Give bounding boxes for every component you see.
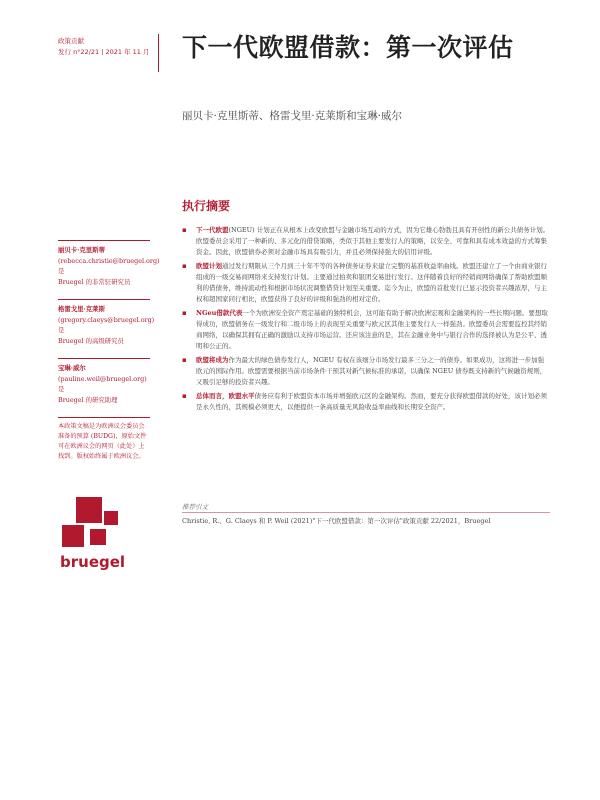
bullet-lead: 下一代欧盟 bbox=[196, 226, 229, 234]
bullet-text: 债务应有利于欧盟资本市场并增强欧元区的金融架构。然而，要充分获得欧盟借款的好处，该计划必须是永久性的，其规模必须更大，以便提供一条高质量无风险收益率曲线和长期安全资产。 bbox=[196, 392, 547, 411]
author-bio bbox=[58, 240, 160, 287]
author-name: 宝琳·威尔 bbox=[58, 364, 86, 372]
author-name: 格雷戈里·克莱斯 bbox=[58, 305, 105, 313]
author-email[interactable]: (pauline.weil@bruegel.org) 是 bbox=[58, 374, 147, 393]
bullet-text: 作为最大的绿色债券发行人，NGEU 有权在该细分市场发行最多三分之一的债券。如果成功，这将进一步加强欧元的国际作用。欧盟需要根据当前市场条件干预其对新气候标准的承诺，以确保 NGEU 债券既支持新的气候融资规则，又吸引足够的投资者兴趣。 bbox=[196, 356, 547, 386]
section-heading: 执行摘要 bbox=[182, 199, 231, 213]
author-email[interactable]: (gregory.claeys@bruegel.org) 是 bbox=[58, 315, 155, 334]
bullet-lead: 欧盟计划 bbox=[196, 262, 222, 270]
logo-square bbox=[76, 497, 102, 523]
summary-bullet bbox=[182, 261, 550, 305]
author-bio bbox=[58, 299, 155, 346]
series-label: 政策贡献 bbox=[58, 37, 84, 45]
issue-label: 发行 n°22/21 | 2021 年 11 月 bbox=[58, 48, 150, 56]
recommended-citation-label: 推荐引文 bbox=[182, 503, 208, 511]
author-role: Bruegel 的非常驻研究员 bbox=[58, 277, 131, 286]
summary-bullet bbox=[182, 355, 550, 388]
summary-bullet bbox=[182, 391, 550, 413]
summary-list bbox=[182, 225, 550, 416]
bullet-icon: ▪ bbox=[182, 262, 187, 270]
summary-bullet bbox=[182, 225, 550, 258]
bullet-text: (NGEU) 计划正在从根本上改变欧盟与金融市场互动的方式，因为它雄心勃勃且具有开创性的新公共债务计划。欧盟委员会采用了一种新的、多元化的借贷策略，类似于其他主要发行人的策略，以安全、可靠和具有成本效益的方式筹集资金。因此，欧盟债券必须对金融市场具有吸引力，并且必须保持强大的信用评级。 bbox=[196, 226, 550, 256]
series-info bbox=[58, 36, 150, 58]
author-bio bbox=[58, 358, 150, 405]
bullet-icon: ▪ bbox=[182, 226, 187, 234]
disclaimer-note: 本政策文稿是为欧洲议会委员会准备的预算 (BUDG)，原始文件可在欧洲议会的网页（此处）上找到。版权始终属于欧洲议会。 bbox=[58, 417, 150, 462]
logo-square bbox=[90, 529, 106, 545]
bullet-icon: ▪ bbox=[182, 392, 187, 400]
bullet-lead: NGeu借款代表 bbox=[196, 309, 243, 317]
bullet-text: 一个为欧洲安全资产奠定基础的独特机会，这可能有助于解决欧洲宏观和金融架构的一些长期问题。要想取得成功，欧盟债务在一级发行和二级市场上的表现至关重要与欧元区其他主要发行人一样强劲。欧盟委员会需要监控其经销商网络，以确保其拥有正确的激励以支持市场运营。还应该注意的是，其在金融业务中与银行合作的选择被认为是公平、透明和公正的。 bbox=[196, 309, 548, 350]
bullet-text: 通过发行期限从三个月到三十年不等的各种债务证券来建立完整的基准收益率曲线。欧盟还建立了一个由商业银行组成的一级交易商网络来支持发行计划。主要通过拍卖和银团交易进行发行。这伴随着良好的经销商网络确保了帮助欧盟顺利的借债务，维持流动性和根据市场状况调整借贷计划至关重要。迄今为止，欧盟的首批发行已显示投资者兴趣浓厚，与主权和超国家同行相比，欧盟获得了良好的评级和强劲的相对定价。 bbox=[196, 262, 547, 303]
bruegel-logo bbox=[58, 497, 130, 575]
citation-divider bbox=[182, 512, 550, 513]
summary-bullet bbox=[182, 308, 550, 352]
bullet-lead: 欧盟将成为 bbox=[196, 356, 229, 364]
header-divider bbox=[158, 34, 159, 72]
recommended-citation: Christie, R.、G. Claeys 和 P. Weil (2021)"下一代欧盟借款：第一次评估"政策贡献 22/2021，Bruegel bbox=[182, 517, 491, 525]
logo-square bbox=[104, 511, 118, 525]
author-role: Bruegel 的研究助理 bbox=[58, 395, 118, 404]
bullet-icon: ▪ bbox=[182, 356, 187, 364]
authors-line: 丽贝卡·克里斯蒂、格雷戈里·克莱斯和宝琳·威尔 bbox=[182, 110, 403, 122]
page-title: 下一代欧盟借款：第一次评估 bbox=[182, 33, 514, 62]
author-role: Bruegel 的高级研究员 bbox=[58, 336, 124, 345]
sidebar bbox=[58, 240, 160, 462]
bullet-lead: 总体而言，欧盟水平 bbox=[196, 392, 255, 400]
bullet-icon: ▪ bbox=[182, 309, 187, 317]
logo-wordmark: bruegel bbox=[60, 553, 126, 571]
logo-square bbox=[62, 525, 84, 547]
author-email[interactable]: (rebecca.christie@bruegel.org) 是 bbox=[58, 256, 160, 275]
author-name: 丽贝卡·克里斯蒂 bbox=[58, 246, 105, 254]
